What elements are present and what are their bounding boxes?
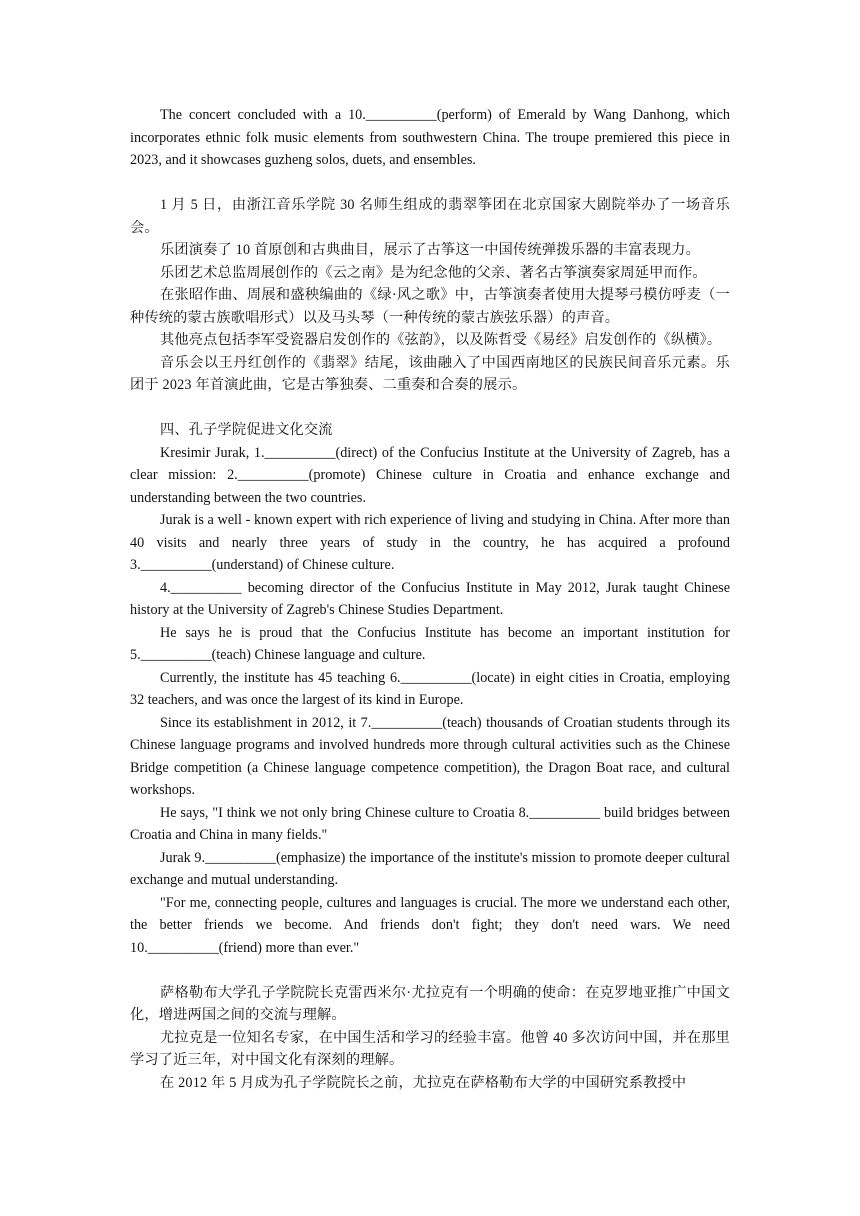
spacer (130, 172, 730, 195)
paragraph: The concert concluded with a 10.__________(perform) of Emerald by Wang Danhong, which incorporates ethnic folk music elements from southwestern China. The troupe premiered this piece in 2023, and it showcases guzheng solos, duets, and ensembles. (130, 107, 730, 168)
paragraph: 4.__________ becoming director of the Confucius Institute in May 2012, Jurak taught Chinese history at the University of Zagreb's Chinese Studies Department. (130, 579, 730, 618)
paragraph: He says, "I think we not only bring Chinese culture to Croatia 8.__________ build bridges between Croatia and China in many fields." (130, 804, 730, 843)
paragraph: Currently, the institute has 45 teaching 6.__________(locate) in eight cities in Croatia, employing 32 teachers, and was once the largest of its kind in Europe. (130, 669, 730, 708)
paragraph: 尤拉克是一位知名专家，在中国生活和学习的经验丰富。他曾 40 多次访问中国，并在那里学习了近三年，对中国文化有深刻的理解。 (130, 1029, 730, 1068)
paragraph: 乐团艺术总监周展创作的《云之南》是为纪念他的父亲、著名古筝演奏家周延甲而作。 (160, 264, 707, 281)
section-heading: 四、孔子学院促进文化交流 (160, 422, 333, 438)
spacer (130, 959, 730, 982)
paragraph: 萨格勒布大学孔子学院院长克雷西米尔·尤拉克有一个明确的使命：在克罗地亚推广中国文化，增进两国之间的交流与理解。 (130, 984, 730, 1023)
document-body (130, 104, 730, 1094)
paragraph: 在 2012 年 5 月成为孔子学院院长之前，尤拉克在萨格勒布大学的中国研究系教授中 (160, 1074, 687, 1091)
paragraph: Jurak 9.__________(emphasize) the importance of the institute's mission to promote deeper cultural exchange and mutual understanding. (130, 849, 730, 888)
paragraph: 1 月 5 日，由浙江音乐学院 30 名师生组成的翡翠筝团在北京国家大剧院举办了一场音乐会。 (130, 197, 730, 236)
paragraph: Kresimir Jurak, 1.__________(direct) of the Confucius Institute at the University of Zagreb, has a clear mission: 2.__________(promote) Chinese culture in Croatia and enhance exchange and understanding between the two countries. (130, 444, 730, 506)
spacer (130, 397, 730, 420)
paragraph: "For me, connecting people, cultures and languages is crucial. The more we understand each other, the better friends we become. And friends don't fight; they don't need wars. We need 10.__________(friend) more than ever." (130, 894, 730, 956)
paragraph: Since its establishment in 2012, it 7.__________(teach) thousands of Croatian students through its Chinese language programs and involved hundreds more through cultural activities such as the Chinese Bridge competition (a Chinese language competence competition), the Dragon Boat race, and cultural workshops. (130, 714, 730, 798)
paragraph: 音乐会以王丹红创作的《翡翠》结尾，该曲融入了中国西南地区的民族民间音乐元素。乐团于 2023 年首演此曲，它是古筝独奏、二重奏和合奏的展示。 (130, 354, 730, 393)
paragraph: He says he is proud that the Confucius Institute has become an important institution for 5.__________(teach) Chinese language and culture. (130, 624, 730, 663)
paragraph: 在张昭作曲、周展和盛秧编曲的《绿·风之歌》中，古筝演奏者使用大提琴弓模仿呼麦（一种传统的蒙古族歌唱形式）以及马头琴（一种传统的蒙古族弦乐器）的声音。 (130, 287, 730, 326)
paragraph: Jurak is a well - known expert with rich experience of living and studying in China. After more than 40 visits and nearly three years of study in the country, he has acquired a profound 3.__________(understand) of Chinese culture. (130, 512, 730, 573)
paragraph: 乐团演奏了 10 首原创和古典曲目，展示了古筝这一中国传统弹拨乐器的丰富表现力。 (160, 242, 701, 258)
paragraph: 其他亮点包括李军受瓷器启发创作的《弦韵》，以及陈哲受《易经》启发创作的《纵横》。 (160, 332, 722, 348)
